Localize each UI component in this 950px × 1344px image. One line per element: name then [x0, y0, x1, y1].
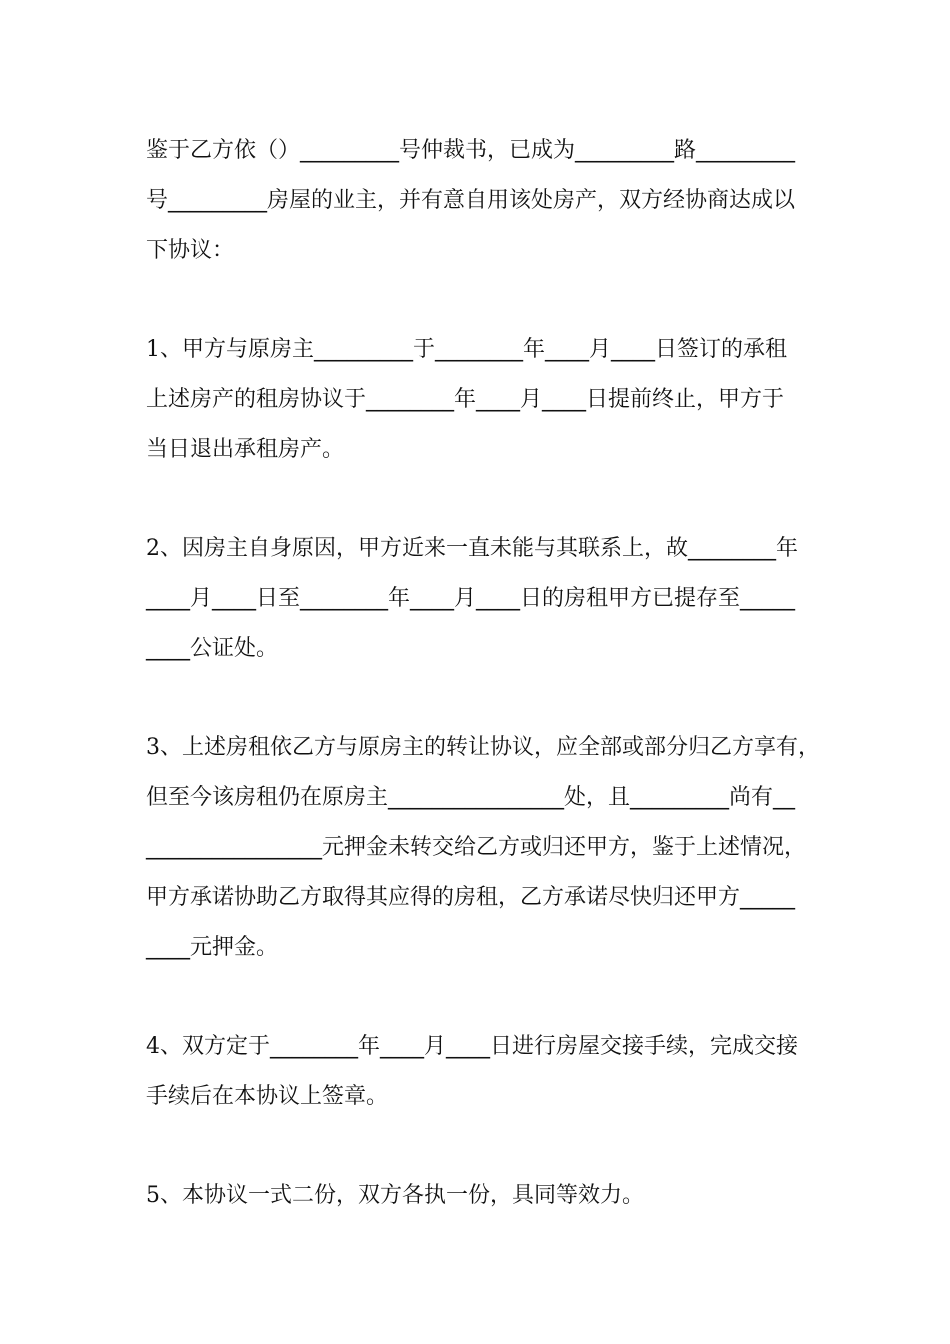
clause-3-paragraph — [146, 723, 821, 973]
text-line — [146, 1171, 821, 1221]
clause-text: 、甲方与原房主_________于________年____月____日签订的承租 — [160, 337, 788, 362]
intro-paragraph — [146, 126, 821, 276]
clause-text: 、因房主自身原因，甲方近来一直未能与其联系上，故________年 — [160, 536, 799, 561]
text-line — [146, 325, 821, 375]
clause-5-paragraph — [146, 1171, 821, 1221]
text-line — [146, 723, 821, 773]
clause-number: 1 — [146, 337, 160, 362]
text-line: 号_________房屋的业主，并有意自用该处房产，双方经协商达成以 — [146, 188, 796, 213]
text-line: 但至今该房租仍在原房主________________处，且_________尚有__ — [146, 785, 796, 810]
text-line: ____月____日至________年____月____日的房租甲方已提存至_____ — [146, 586, 796, 611]
clause-2-paragraph — [146, 524, 821, 674]
clause-text: 、上述房租依乙方与原房主的转让协议，应全部或部分归乙方享有， — [160, 735, 821, 760]
clause-number: 4 — [146, 1034, 160, 1059]
text-line: 甲方承诺协助乙方取得其应得的房租，乙方承诺尽快归还甲方_____ — [146, 885, 796, 910]
clause-number: 5 — [146, 1183, 160, 1208]
clause-number: 3 — [146, 735, 160, 760]
clause-number: 2 — [146, 536, 160, 561]
text-line: ________________元押金未转交给乙方或归还甲方，鉴于上述情况， — [146, 835, 807, 860]
text-line: 当日退出承租房产。 — [146, 437, 345, 462]
clause-text: 、本协议一式二份，双方各执一份，具同等效力。 — [160, 1183, 645, 1208]
text-line: 下协议： — [146, 238, 235, 263]
text-line: ____公证处。 — [146, 636, 279, 661]
clause-4-paragraph — [146, 1022, 821, 1122]
clause-1-paragraph — [146, 325, 821, 475]
text-line: 手续后在本协议上签章。 — [146, 1084, 389, 1109]
text-line — [146, 524, 821, 574]
text-line: 上述房产的租房协议于________年____月____日提前终止，甲方于 — [146, 387, 785, 412]
text-line — [146, 1022, 821, 1072]
text-line: ____元押金。 — [146, 935, 279, 960]
text-line: 鉴于乙方依（）_________号仲裁书，已成为_________路_________ — [146, 138, 796, 163]
clause-text: 、双方定于________年____月____日进行房屋交接手续，完成交接 — [160, 1034, 799, 1059]
